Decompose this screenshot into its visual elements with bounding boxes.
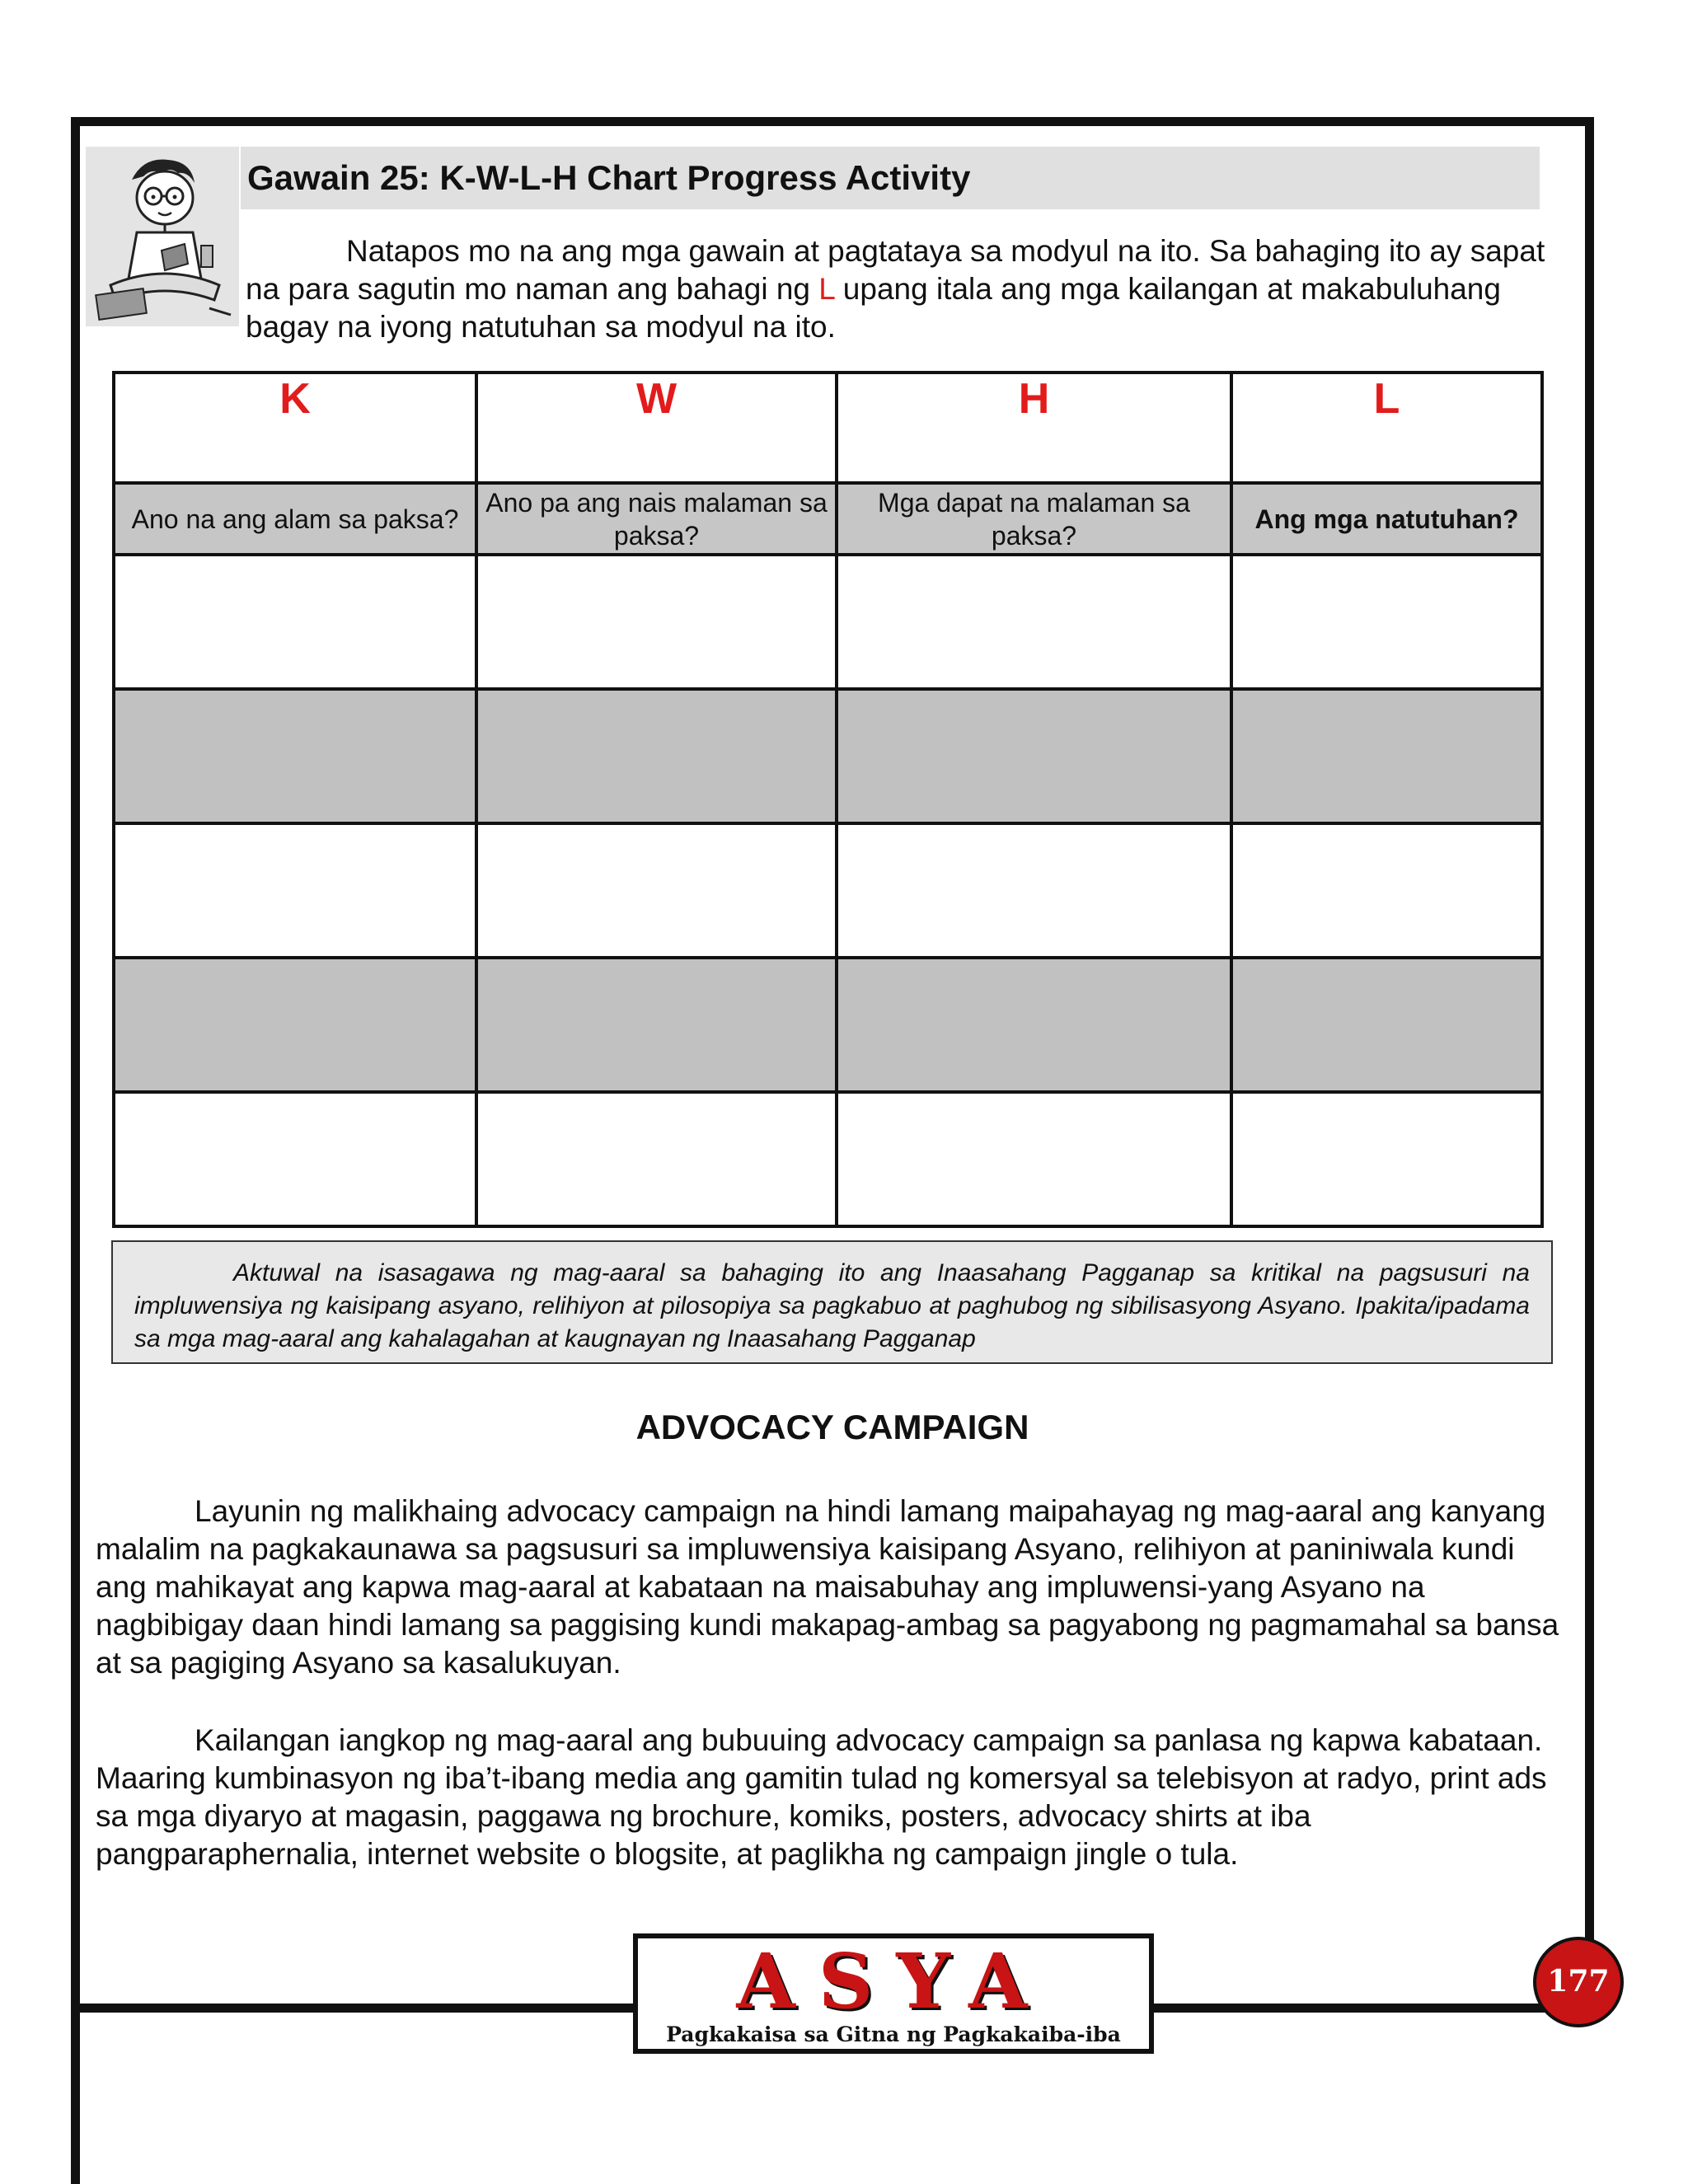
answer-cell-w[interactable] (476, 958, 837, 1092)
answer-cell-h[interactable] (837, 689, 1231, 823)
student-reading-illustration (86, 147, 239, 326)
answer-cell-l[interactable] (1231, 823, 1542, 958)
teacher-note-box: Aktuwal na isasagawa ng mag-aaral sa bahaging ito ang Inaasahang Pagganap sa kritikal na pagsusuri na impluwensiya ng kaisipang asyano, relihiyon at pilosopiya sa pagkabuo at paghubog ng sibilisasyong Asyano. Ipakita/ipadama sa mga mag-aaral ang kahalagahan at kaugnayan ng Inaasahang Pagganap (111, 1240, 1553, 1364)
answer-row (114, 689, 1542, 823)
question-k: Ano na ang alam sa paksa? (114, 483, 476, 555)
logo-tagline: Pagkakaisa sa Gitna ng Pagkakaiba-iba (666, 2022, 1121, 2046)
logo-word: ASYA (736, 1937, 1051, 2026)
answer-row (114, 555, 1542, 689)
advocacy-paragraph-2: Kailangan iangkop ng mag-aaral ang bubuuing advocacy campaign sa panlasa ng kapwa kabataan. Maaring kumbinasyon ng iba’t-ibang media ang gamitin tulad ng komersyal sa telebisyon at radyo, print ads sa mga diyaryo at magasin, paggawa ng brochure, komiks, posters, advocacy shirts at iba pangparaphernalia, internet website o blogsite, at paglikha ng campaign jingle o tula. (96, 1723, 1547, 1871)
answer-row (114, 958, 1542, 1092)
column-letter-k: K (114, 373, 476, 483)
answer-cell-w[interactable] (476, 689, 837, 823)
letter-row (114, 373, 1542, 483)
answer-cell-l[interactable] (1231, 555, 1542, 689)
intro-highlight-letter: L (818, 272, 835, 306)
asya-logo (633, 1933, 1154, 2054)
answer-cell-k[interactable] (114, 555, 476, 689)
question-l: Ang mga natutuhan? (1231, 483, 1542, 555)
answer-cell-h[interactable] (837, 555, 1231, 689)
page-frame-left (71, 117, 80, 2184)
answer-row (114, 823, 1542, 958)
answer-cell-k[interactable] (114, 958, 476, 1092)
section-title: ADVOCACY CAMPAIGN (635, 1408, 1029, 1446)
intro-paragraph (246, 232, 1564, 346)
answer-cell-k[interactable] (114, 823, 476, 958)
column-letter-h: H (837, 373, 1231, 483)
answer-cell-k[interactable] (114, 689, 476, 823)
intro-text-end: upang itala ang mga kailangan at makabuluhang bagay na iyong natutuhan sa modyul na ito. (246, 272, 1501, 344)
answer-cell-w[interactable] (476, 823, 837, 958)
answer-cell-k[interactable] (114, 1092, 476, 1226)
answer-cell-l[interactable] (1231, 1092, 1542, 1226)
kwlh-table (112, 371, 1544, 1228)
question-w: Ano pa ang nais malaman sa paksa? (476, 483, 837, 555)
page-frame-top (71, 117, 1594, 126)
answer-cell-h[interactable] (837, 958, 1231, 1092)
answer-cell-w[interactable] (476, 1092, 837, 1226)
page-frame-right (1585, 117, 1594, 2013)
page-number-badge: 177 (1533, 1937, 1624, 2027)
advocacy-paragraph-1: Layunin ng malikhaing advocacy campaign na hindi lamang maipahayag ng mag-aaral ang kanyang malalim na pagkakaunawa sa pagsusuri sa impluwensiya kaisipang Asyano, relihiyon at paniniwala kundi ang mahikayat ang kapwa mag-aaral at kabataan na maisabuhay ang impluwensi-yang Asyano na nagbibigay daan hindi lamang sa paggising kundi makapag-ambag sa pagyabong ng pagmamahal sa bansa at sa pagiging Asyano sa kasalukuyan. (96, 1494, 1559, 1680)
column-letter-w: W (476, 373, 837, 483)
answer-cell-w[interactable] (476, 555, 837, 689)
column-letter-l: L (1231, 373, 1542, 483)
answer-cell-l[interactable] (1231, 689, 1542, 823)
answer-cell-h[interactable] (837, 1092, 1231, 1226)
question-row (114, 483, 1542, 555)
activity-title: Gawain 25: K-W-L-H Chart Progress Activity (241, 147, 1540, 209)
answer-row (114, 1092, 1542, 1226)
answer-cell-l[interactable] (1231, 958, 1542, 1092)
intro-text-start: Natapos mo na ang mga gawain at pagtataya sa modyul na ito. Sa bahaging ito ay sapat na para sagutin mo naman ang bahagi ng (246, 234, 1545, 306)
answer-cell-h[interactable] (837, 823, 1231, 958)
question-h: Mga dapat na malaman sa paksa? (837, 483, 1231, 555)
